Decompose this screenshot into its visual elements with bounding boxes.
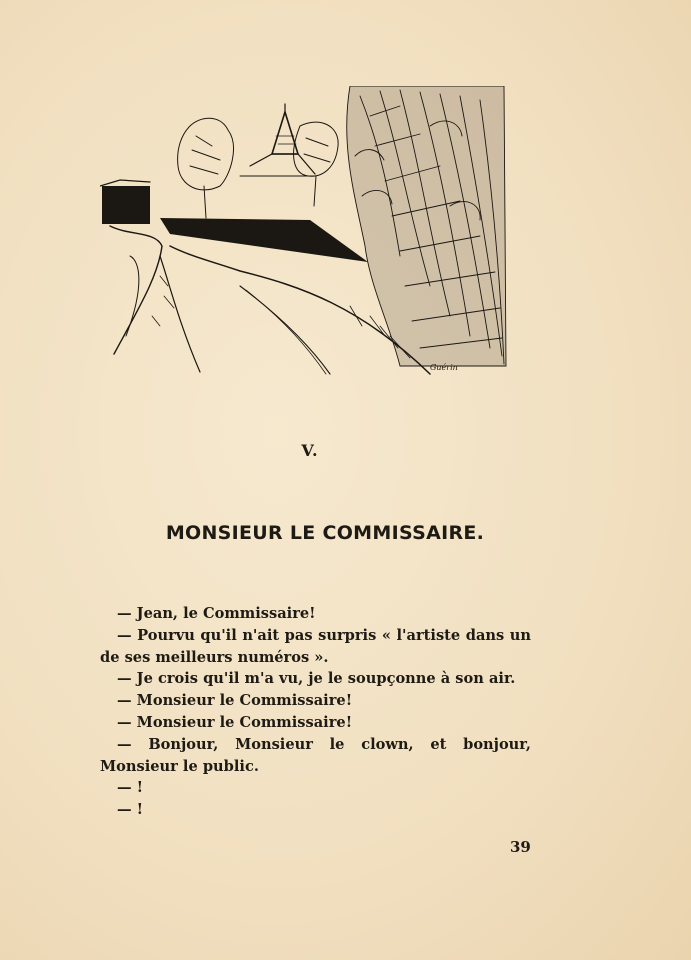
village-road-illustration <box>100 86 512 378</box>
dialogue-line: — ! <box>117 801 144 819</box>
dialogue-line: — Monsieur le Commissaire! <box>117 692 353 710</box>
dialogue-text <box>100 603 531 821</box>
page-number: 39 <box>510 838 531 856</box>
dialogue-line: — ! <box>117 779 144 797</box>
chapter-number: V. <box>301 441 319 460</box>
dialogue-line: — Je crois qu'il m'a vu, je le soupçonne à son air. <box>117 670 516 688</box>
chapter-title: MONSIEUR LE COMMISSAIRE. <box>165 522 485 544</box>
dialogue-line: — Monsieur le Commissaire! <box>117 713 353 731</box>
illustration-signature: Guérin <box>430 363 458 372</box>
dialogue-line: — Jean, le Commissaire! <box>117 605 316 622</box>
dialogue-line: — Pourvu qu'il n'ait pas surpris « l'artiste dans un de ses meilleurs numéros ». <box>100 626 531 666</box>
dialogue-line: — Bonjour, Monsieur le clown, et bonjour, Monsieur le public. <box>100 735 531 775</box>
